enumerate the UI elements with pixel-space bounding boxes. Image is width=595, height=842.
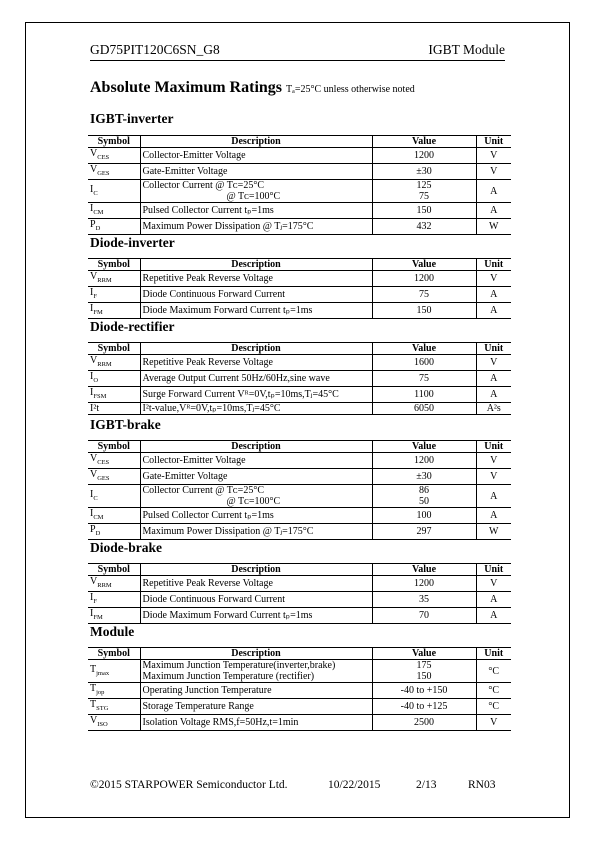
table-row xyxy=(88,180,511,203)
symbol-cell xyxy=(88,660,140,683)
description-cell: I²t-value,Vᴿ=0V,tₚ=10ms,Tⱼ=45°C xyxy=(140,403,372,415)
unit-cell: A xyxy=(476,203,511,219)
value-cell: 35 xyxy=(372,592,476,608)
symbol-cell xyxy=(88,524,140,540)
description-cell: Repetitive Peak Reverse Voltage xyxy=(140,355,372,371)
value-cell: ±30 xyxy=(372,164,476,180)
symbol-text: V xyxy=(90,576,98,587)
column-header-description: Description xyxy=(140,136,372,148)
unit-cell: A xyxy=(476,180,511,203)
symbol-text: V xyxy=(90,469,98,480)
table-row xyxy=(88,271,511,287)
table-igbt-brake xyxy=(88,440,511,540)
value-cell: 1200 xyxy=(372,271,476,287)
unit-cell: A xyxy=(476,592,511,608)
unit-cell: A xyxy=(476,508,511,524)
description-line-2: @ Tᴄ=100°C xyxy=(226,191,281,202)
description-cell: Diode Continuous Forward Current xyxy=(140,287,372,303)
description-cell: Diode Maximum Forward Current tₚ=1ms xyxy=(140,303,372,319)
footer-date: 10/22/2015 xyxy=(328,779,381,791)
table-row xyxy=(88,164,511,180)
table-row xyxy=(88,660,511,683)
description-cell: Storage Temperature Range xyxy=(140,699,372,715)
symbol-subscript: D xyxy=(95,225,101,232)
description-cell: Maximum Power Dissipation @ Tⱼ=175°C xyxy=(140,219,372,235)
column-header-unit: Unit xyxy=(476,564,511,576)
value-cell: 70 xyxy=(372,608,476,624)
description-cell: Operating Junction Temperature xyxy=(140,683,372,699)
title-main: Absolute Maximum Ratings xyxy=(90,79,283,96)
symbol-cell xyxy=(88,715,140,731)
footer-page-number: 2/13 xyxy=(416,779,437,791)
table-igbt-inverter xyxy=(88,135,511,235)
symbol-subscript: jmax xyxy=(96,669,110,677)
column-header-unit: Unit xyxy=(476,259,511,271)
symbol-cell xyxy=(88,203,140,219)
column-header-value: Value xyxy=(372,343,476,355)
section-title-diode-rectifier: Diode-rectifier xyxy=(90,319,175,334)
table-header-row xyxy=(88,648,511,660)
symbol-cell xyxy=(88,371,140,387)
symbol-subscript: STG xyxy=(96,705,109,712)
description-cell: Gate-Emitter Voltage xyxy=(140,164,372,180)
symbol-cell xyxy=(88,387,140,403)
table-row xyxy=(88,203,511,219)
column-header-symbol: Symbol xyxy=(88,136,140,148)
unit-cell: A xyxy=(476,287,511,303)
symbol-subscript: GES xyxy=(97,475,110,482)
description-cell: Surge Forward Current Vᴿ=0V,tₚ=10ms,Tⱼ=45°C xyxy=(140,387,372,403)
unit-cell: W xyxy=(476,219,511,235)
symbol-subscript: CM xyxy=(93,514,104,521)
symbol-subscript: jop xyxy=(96,689,105,696)
symbol-subscript: ISO xyxy=(97,721,108,728)
symbol-text: P xyxy=(90,524,96,535)
value-line: 125 xyxy=(416,180,432,191)
symbol-subscript: FM xyxy=(93,309,103,316)
unit-cell: V xyxy=(476,355,511,371)
symbol-text: V xyxy=(90,164,98,175)
symbol-text: V xyxy=(90,148,98,159)
value-cell: 150 xyxy=(372,203,476,219)
value-cell: 1100 xyxy=(372,387,476,403)
symbol-text: T xyxy=(90,699,97,710)
symbol-text: P xyxy=(90,219,96,230)
column-header-value: Value xyxy=(372,564,476,576)
table-diode-inverter xyxy=(88,258,511,319)
symbol-text: T xyxy=(90,683,97,694)
unit-cell: A²s xyxy=(476,403,511,415)
description-cell xyxy=(140,660,372,683)
column-header-value: Value xyxy=(372,648,476,660)
footer-copyright: ©2015 STARPOWER Semiconductor Ltd. xyxy=(90,779,288,791)
table-row xyxy=(88,219,511,235)
symbol-text: I xyxy=(90,203,94,214)
description-cell xyxy=(140,485,372,508)
table-row xyxy=(88,403,511,415)
value-cell: 1600 xyxy=(372,355,476,371)
symbol-cell xyxy=(88,355,140,371)
value-line-2: 50 xyxy=(419,496,429,507)
column-header-description: Description xyxy=(140,648,372,660)
value-line-2: 150 xyxy=(416,671,432,682)
symbol-subscript: CM xyxy=(93,209,104,216)
document-type: IGBT Module xyxy=(428,42,505,57)
symbol-text: I xyxy=(90,371,94,382)
section-title-diode-inverter: Diode-inverter xyxy=(90,235,175,250)
unit-cell: A xyxy=(476,387,511,403)
description-line: Collector Current @ Tᴄ=25°C xyxy=(142,180,264,191)
column-header-description: Description xyxy=(140,564,372,576)
symbol-text: V xyxy=(90,355,98,366)
symbol-cell xyxy=(88,608,140,624)
table-row xyxy=(88,387,511,403)
table-row xyxy=(88,469,511,485)
symbol-subscript: GES xyxy=(97,170,110,177)
table-row xyxy=(88,371,511,387)
table-row xyxy=(88,453,511,469)
unit-cell: A xyxy=(476,608,511,624)
unit-cell: V xyxy=(476,576,511,592)
table-row xyxy=(88,683,511,699)
symbol-subscript: RRM xyxy=(97,582,112,589)
symbol-cell xyxy=(88,180,140,203)
table-row xyxy=(88,355,511,371)
unit-cell: V xyxy=(476,148,511,164)
symbol-subscript: FSM xyxy=(93,393,107,400)
symbol-cell xyxy=(88,148,140,164)
symbol-subscript: O xyxy=(93,377,99,384)
value-cell: -40 to +150 xyxy=(372,683,476,699)
description-cell: Diode Maximum Forward Current tₚ=1ms xyxy=(140,608,372,624)
column-header-unit: Unit xyxy=(476,343,511,355)
table-row xyxy=(88,699,511,715)
value-cell: 432 xyxy=(372,219,476,235)
description-cell: Diode Continuous Forward Current xyxy=(140,592,372,608)
description-line-2: Maximum Junction Temperature (rectifier) xyxy=(142,671,315,682)
symbol-cell xyxy=(88,576,140,592)
column-header-unit: Unit xyxy=(476,136,511,148)
unit-cell: V xyxy=(476,715,511,731)
table-row xyxy=(88,485,511,508)
symbol-cell xyxy=(88,485,140,508)
symbol-subscript: C xyxy=(93,189,98,197)
unit-cell: A xyxy=(476,371,511,387)
description-cell: Repetitive Peak Reverse Voltage xyxy=(140,271,372,287)
title-condition: Tₐ=25°C unless otherwise noted xyxy=(286,84,415,95)
description-line: Collector Current @ Tᴄ=25°C xyxy=(142,485,264,496)
symbol-cell xyxy=(88,592,140,608)
symbol-subscript: RRM xyxy=(97,361,112,368)
symbol-subscript: RRM xyxy=(97,277,112,284)
value-cell: 75 xyxy=(372,371,476,387)
unit-cell: °C xyxy=(476,683,511,699)
symbol-cell xyxy=(88,271,140,287)
symbol-text: I xyxy=(90,183,94,195)
value-line: 86 xyxy=(419,485,429,496)
value-cell: 1200 xyxy=(372,576,476,592)
section-title-module: Module xyxy=(90,624,135,639)
column-header-unit: Unit xyxy=(476,441,511,453)
unit-cell: A xyxy=(476,303,511,319)
value-cell: 150 xyxy=(372,303,476,319)
table-row xyxy=(88,592,511,608)
value-cell: 6050 xyxy=(372,403,476,415)
table-row xyxy=(88,524,511,540)
table-row xyxy=(88,287,511,303)
symbol-cell xyxy=(88,469,140,485)
symbol-subscript: F xyxy=(93,293,97,300)
description-cell: Average Output Current 50Hz/60Hz,sine wave xyxy=(140,371,372,387)
part-number: GD75PIT120C6SN_G8 xyxy=(90,42,220,57)
symbol-subscript: C xyxy=(93,494,98,502)
description-cell: Collector-Emitter Voltage xyxy=(140,453,372,469)
symbol-text: I²t xyxy=(90,403,100,414)
symbol-cell xyxy=(88,699,140,715)
table-row xyxy=(88,576,511,592)
description-cell: Pulsed Collector Current tₚ=1ms xyxy=(140,203,372,219)
column-header-value: Value xyxy=(372,136,476,148)
table-row xyxy=(88,508,511,524)
table-header-row xyxy=(88,259,511,271)
symbol-text: V xyxy=(90,715,98,726)
value-cell: 1200 xyxy=(372,453,476,469)
symbol-text: I xyxy=(90,592,94,603)
section-title-igbt-brake: IGBT-brake xyxy=(90,417,161,432)
value-cell xyxy=(372,180,476,203)
unit-cell: V xyxy=(476,469,511,485)
symbol-cell xyxy=(88,164,140,180)
symbol-cell xyxy=(88,403,140,415)
symbol-subscript: CES xyxy=(97,154,110,161)
value-cell: 75 xyxy=(372,287,476,303)
description-cell: Collector-Emitter Voltage xyxy=(140,148,372,164)
description-cell: Repetitive Peak Reverse Voltage xyxy=(140,576,372,592)
column-header-unit: Unit xyxy=(476,648,511,660)
value-cell: 2500 xyxy=(372,715,476,731)
column-header-description: Description xyxy=(140,441,372,453)
description-cell: Gate-Emitter Voltage xyxy=(140,469,372,485)
table-header-row xyxy=(88,564,511,576)
symbol-subscript: CES xyxy=(97,459,110,466)
value-cell: 100 xyxy=(372,508,476,524)
symbol-subscript: F xyxy=(93,598,97,605)
unit-cell: A xyxy=(476,485,511,508)
column-header-symbol: Symbol xyxy=(88,648,140,660)
symbol-cell xyxy=(88,508,140,524)
description-cell xyxy=(140,180,372,203)
unit-cell: °C xyxy=(476,660,511,683)
table-diode-rectifier xyxy=(88,342,511,415)
symbol-cell xyxy=(88,303,140,319)
symbol-text: I xyxy=(90,303,94,314)
column-header-value: Value xyxy=(372,441,476,453)
symbol-text: I xyxy=(90,608,94,619)
value-cell: -40 to +125 xyxy=(372,699,476,715)
table-row xyxy=(88,715,511,731)
table-row xyxy=(88,303,511,319)
table-header-row xyxy=(88,441,511,453)
unit-cell: °C xyxy=(476,699,511,715)
section-title-igbt-inverter: IGBT-inverter xyxy=(90,111,174,126)
value-cell xyxy=(372,660,476,683)
description-cell: Maximum Power Dissipation @ Tⱼ=175°C xyxy=(140,524,372,540)
value-cell: 297 xyxy=(372,524,476,540)
column-header-symbol: Symbol xyxy=(88,343,140,355)
description-line-2: @ Tᴄ=100°C xyxy=(226,496,281,507)
symbol-text: I xyxy=(90,508,94,519)
column-header-symbol: Symbol xyxy=(88,441,140,453)
value-cell: ±30 xyxy=(372,469,476,485)
column-header-description: Description xyxy=(140,343,372,355)
table-diode-brake xyxy=(88,563,511,624)
symbol-text: V xyxy=(90,453,98,464)
symbol-text: I xyxy=(90,387,94,398)
table-row xyxy=(88,148,511,164)
column-header-value: Value xyxy=(372,259,476,271)
column-header-symbol: Symbol xyxy=(88,259,140,271)
value-line-2: 75 xyxy=(419,191,429,202)
unit-cell: V xyxy=(476,453,511,469)
page-title xyxy=(90,79,415,97)
value-cell: 1200 xyxy=(372,148,476,164)
unit-cell: W xyxy=(476,524,511,540)
symbol-text: I xyxy=(90,488,94,500)
symbol-subscript: FM xyxy=(93,614,103,621)
description-cell: Isolation Voltage RMS,f=50Hz,t=1min xyxy=(140,715,372,731)
unit-cell: V xyxy=(476,164,511,180)
value-cell xyxy=(372,485,476,508)
column-header-symbol: Symbol xyxy=(88,564,140,576)
table-header-row xyxy=(88,343,511,355)
table-module xyxy=(88,647,511,731)
description-cell: Pulsed Collector Current tₚ=1ms xyxy=(140,508,372,524)
symbol-cell xyxy=(88,287,140,303)
unit-cell: V xyxy=(476,271,511,287)
section-title-diode-brake: Diode-brake xyxy=(90,540,162,555)
symbol-subscript: D xyxy=(95,530,101,537)
symbol-text: I xyxy=(90,287,94,298)
symbol-cell xyxy=(88,453,140,469)
symbol-cell xyxy=(88,683,140,699)
table-header-row xyxy=(88,136,511,148)
column-header-description: Description xyxy=(140,259,372,271)
value-line: 175 xyxy=(416,660,432,671)
page-header xyxy=(90,42,505,61)
symbol-text: T xyxy=(90,663,97,675)
description-line: Maximum Junction Temperature(inverter,brake) xyxy=(142,660,336,671)
table-row xyxy=(88,608,511,624)
symbol-cell xyxy=(88,219,140,235)
footer-revision: RN03 xyxy=(468,779,496,791)
symbol-text: V xyxy=(90,271,98,282)
